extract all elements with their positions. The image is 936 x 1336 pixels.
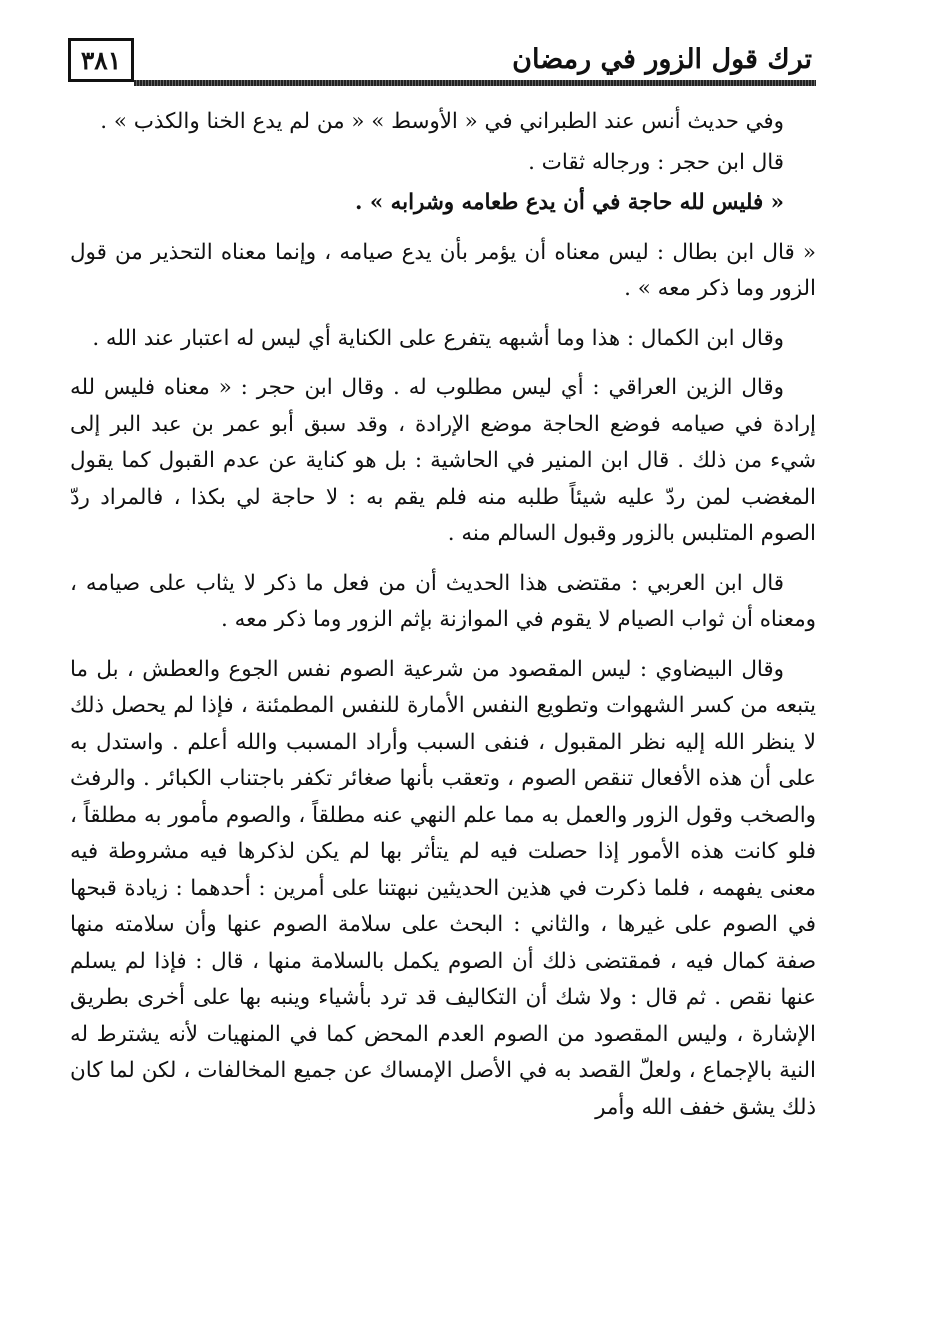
paragraph-ibn-battal: « قال ابن بطال : ليس معناه أن يؤمر بأن يدع صيامه ، وإنما معناه التحذير من قول الزور وما ذكر معه » . [70,239,816,301]
paragraph-anas-hadith: وفي حديث أنس عند الطبراني في « الأوسط » « من لم يدع الخنا والكذب » . [100,109,784,134]
running-title: ترك قول الزور في رمضان [512,44,812,75]
paragraph-zayn-iraqi: وقال الزين العراقي : أي ليس مطلوب له . وقال ابن حجر : « معناه فليس لله إرادة في صيامه فوضع الحاجة موضع الإرادة ، وقد سبق أبو عمر بن عبد البر إلى شيء من ذلك . قال ابن المنير في الحاشية : بل هو كناية عن عدم القبول كما يقول المغضب لمن ردّ عليه شيئاً طلبه منه فلم يقم به : لا حاجة لي بكذا ، فالمراد ردّ الصوم المتلبس بالزور وقبول السالم منه . [70,375,816,546]
page-header [68,30,816,92]
paragraph-hadith-quote: « فليس لله حاجة في أن يدع طعامه وشرابه » . [354,190,784,215]
body-text [70,104,816,1139]
header-rule [134,80,816,86]
paragraph-ibn-kamal: وقال ابن الكمال : هذا وما أشبهه يتفرع على الكناية أي ليس له اعتبار عند الله . [92,325,784,351]
paragraph-ibn-arabi: قال ابن العربي : مقتضى هذا الحديث أن من فعل ما ذكر لا يثاب على صيامه ، ومعناه أن ثواب الصيام لا يقوم في الموازنة بإثم الزور وما ذكر معه . [70,570,816,632]
paragraph-baydawi: وقال البيضاوي : ليس المقصود من شرعية الصوم نفس الجوع والعطش ، بل ما يتبعه من كسر الشهوات وتطويع النفس الأمارة للنفس المطمئنة ، فإذا لم يحصل ذلك لا ينظر الله إليه نظر المقبول ، فنفى السبب وأراد المسبب والله أعلم . واستدل به على أن هذه الأفعال تنقص الصوم ، وتعقب بأنها صغائر تكفر باجتناب الكبائر . والرفث والصخب وقول الزور والعمل به مما علم النهي عنه مطلقاً ، والصوم مأمور به مطلقاً ، فلو كانت هذه الأمور إذا حصلت فيه لم يتأثر بها لم يكن لذكرها فيه مشروطة فيه معنى يفهمه ، فلما ذكرت في هذين الحديثين نبهتنا على أمرين : أحدهما : زيادة قبحها في الصوم على غيرها ، والثاني : البحث على سلامة الصوم عنها وأن سلامته منها صفة كمال فيه ، فمقتضى ذلك أن الصوم يكمل بالسلامة منها ، قال : فإذا لم يسلم عنها نقص . ثم قال : ولا شك أن التكاليف قد ترد بأشياء وينبه بها على أخرى بطريق الإشارة ، وليس المقصود من الصوم العدم المحض كما في المنهيات لأنه يشترط له النية بالإجماع ، ولعلّ القصد به في الأصل الإمساك عن جميع المخالفات ، لكن لما كان ذلك يشق خفف الله وأمر [70,656,816,1120]
page-number: ٣٨١ [68,38,134,82]
paragraph-ibn-hajar-narrators: قال ابن حجر : ورجاله ثقات . [528,149,784,175]
